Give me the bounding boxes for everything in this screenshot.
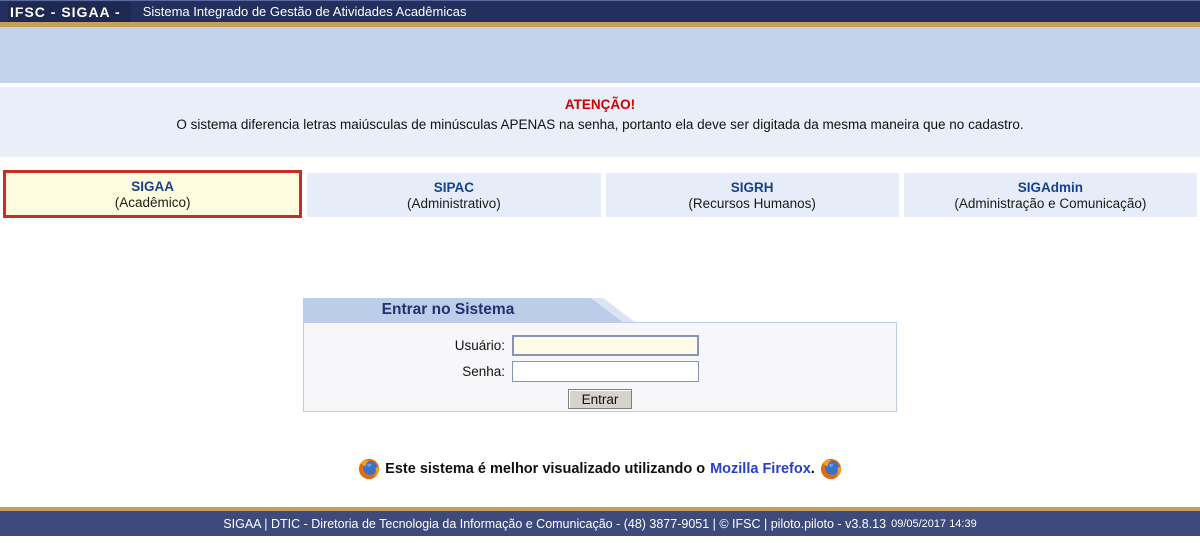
tab-sigrh-description: (Recursos Humanos) [688,195,816,211]
tab-sipac[interactable] [307,173,600,217]
browser-recommendation [0,455,1200,483]
footer-bar [0,511,1200,536]
submit-row [304,389,896,409]
attention-notice [0,87,1200,157]
footer-text: SIGAA | DTIC - Diretoria de Tecnologia da Informação e Comunicação - (48) 3877-9051 | © IFSC | piloto.piloto - v3.8.13 [223,516,887,531]
tab-sipac-description: (Administrativo) [406,195,501,211]
tab-sigadmin-label: SIGAdmin [1017,179,1083,195]
tab-sigaa[interactable] [3,170,302,218]
footer-timestamp: 09/05/2017 14:39 [891,517,977,530]
tab-sigadmin[interactable] [904,173,1197,217]
login-panel-header [303,298,643,322]
attention-title: ATENÇÃO! [564,97,636,112]
app-header [0,0,1200,22]
login-panel-title: Entrar no Sistema [381,301,515,318]
app-subtitle: Sistema Integrado de Gestão de Atividades Acadêmicas [142,4,467,19]
firefox-icon [820,458,842,480]
tab-sigaa-label: SIGAA [131,178,174,194]
login-button[interactable]: Entrar [568,389,633,409]
mozilla-firefox-link[interactable]: Mozilla Firefox [710,461,811,477]
tab-sigadmin-description: (Administração e Comunicação) [954,195,1147,211]
firefox-icon [358,458,380,480]
browser-note-period: . [810,461,815,477]
browser-note-text: Este sistema é melhor visualizado utilizando o [385,461,706,477]
login-form [303,322,897,412]
login-panel [303,298,897,412]
tab-sigrh[interactable] [606,173,899,217]
password-label: Senha: [462,363,505,379]
password-input[interactable] [512,361,699,382]
banner-band [0,27,1200,83]
system-tabs [3,170,1197,218]
app-brand: IFSC - SIGAA - [8,2,131,22]
username-label: Usuário: [454,337,505,353]
tab-sigaa-description: (Acadêmico) [114,194,191,210]
attention-body: O sistema diferencia letras maiúsculas de minúsculas APENAS na senha, portanto ela deve ser digitada da mesma maneira que no cadastro. [176,117,1024,132]
username-row [304,332,896,358]
tab-sigrh-label: SIGRH [730,179,774,195]
password-row [304,358,896,384]
tab-sipac-label: SIPAC [433,179,474,195]
username-input[interactable] [512,335,699,356]
